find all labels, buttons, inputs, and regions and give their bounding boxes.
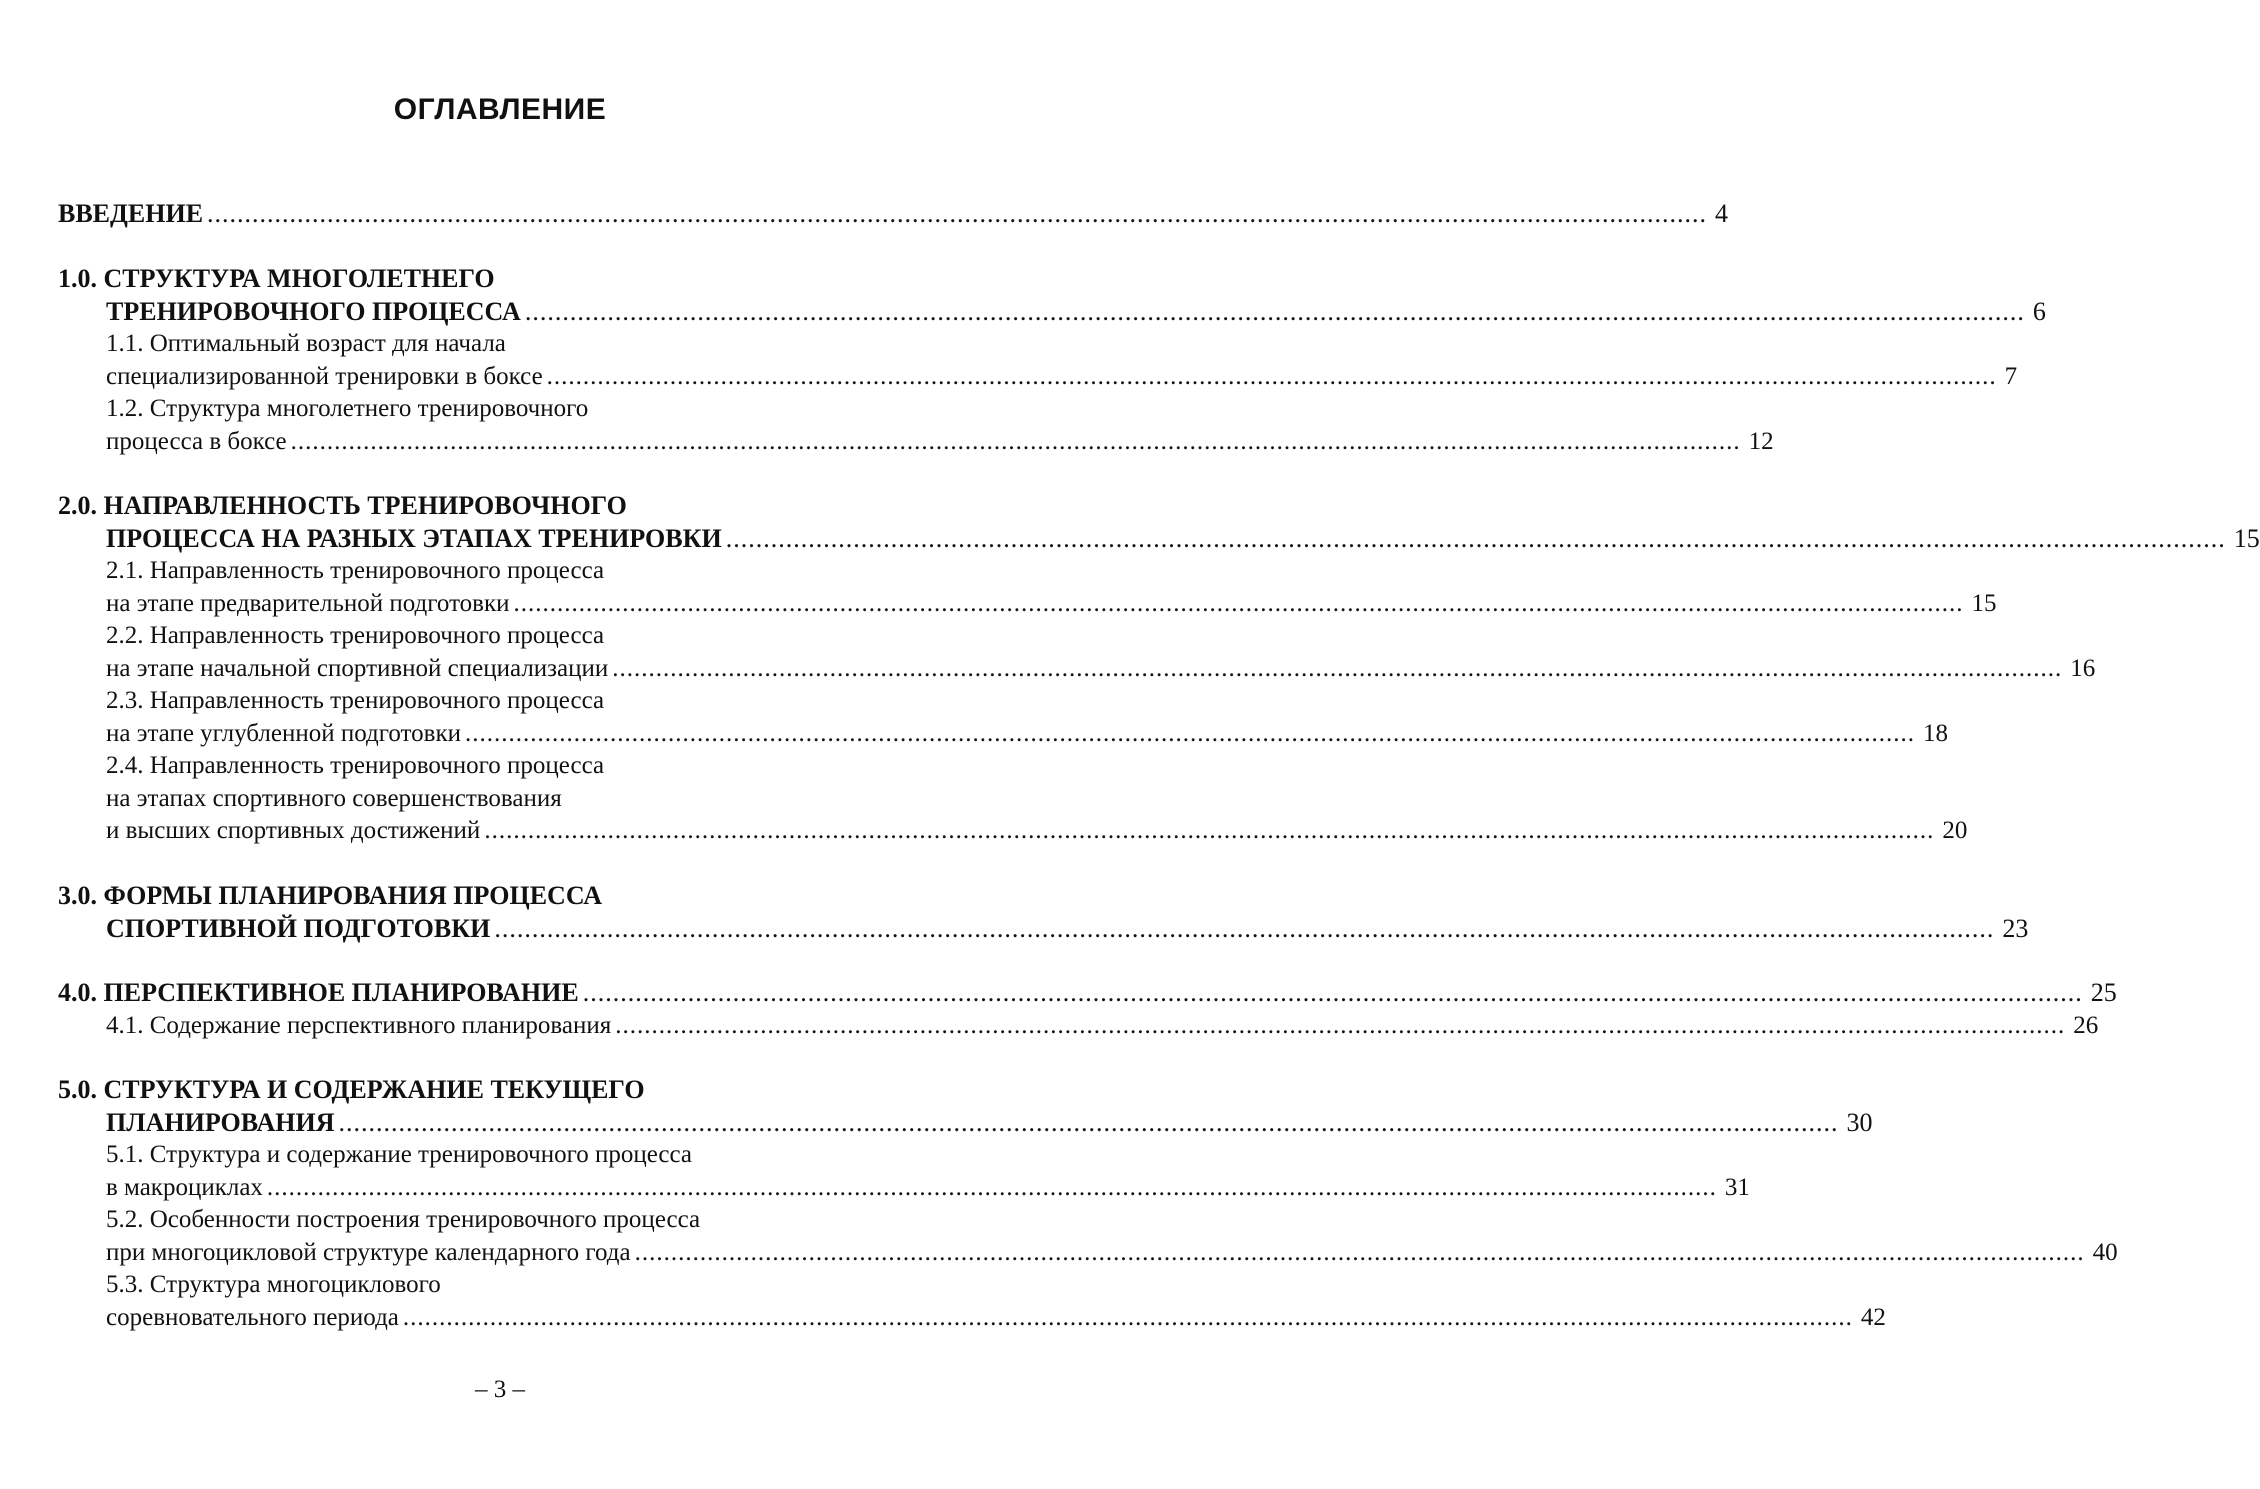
toc-entry-line bbox=[106, 361, 2018, 393]
toc-entry-title: и высших спортивных достижений bbox=[106, 817, 481, 844]
toc-page-number: 42 bbox=[1860, 1303, 1886, 1331]
toc-entry-line bbox=[106, 426, 1774, 458]
toc-page-number: 6 bbox=[2032, 296, 2046, 326]
toc-entry-title: 1.0. СТРУКТУРА МНОГОЛЕТНЕГО bbox=[58, 264, 495, 293]
toc-entry-line bbox=[58, 198, 1729, 230]
toc-entry-line bbox=[58, 977, 2117, 1009]
toc-entry-line bbox=[106, 653, 2096, 685]
toc-entry-title: 2.1. Направленность тренировочного процесса bbox=[106, 557, 605, 584]
toc-page-number: 26 bbox=[2073, 1012, 2099, 1039]
toc-entry-title: 1.1. Оптимальный возраст для начала bbox=[106, 330, 506, 357]
toc-entry-line bbox=[106, 1237, 2118, 1269]
toc-entry-title: 2.3. Направленность тренировочного процесса bbox=[106, 687, 605, 714]
toc-entry-line bbox=[106, 1010, 2099, 1042]
toc-entry-line bbox=[106, 393, 588, 425]
dot-leader: ........................................................................................................................................................................................................ bbox=[546, 362, 1997, 390]
toc-entry-title: в макроциклах bbox=[106, 1173, 263, 1201]
dot-leader: ........................................................................................................................................................................................................ bbox=[290, 427, 1741, 455]
toc-entry-title: 1.2. Структура многолетнего тренировочного bbox=[106, 395, 589, 422]
toc-entry-title: ПЛАНИРОВАНИЯ bbox=[106, 1107, 335, 1137]
toc-entry-line bbox=[106, 523, 2260, 555]
toc-entry-line bbox=[106, 1107, 1873, 1139]
dot-leader: ........................................................................................................................................................................................................ bbox=[266, 1173, 1717, 1201]
toc-entry-line bbox=[58, 880, 602, 912]
toc-entry-line bbox=[106, 1269, 441, 1301]
toc-entry-title: 2.2. Направленность тренировочного процесса bbox=[106, 622, 605, 649]
toc-page-number: 23 bbox=[2002, 913, 2029, 943]
toc-entry-title: 2.4. Направленность тренировочного процесса bbox=[106, 752, 605, 779]
toc-entry-title: 5.2. Особенности построения тренировочного процесса bbox=[106, 1206, 701, 1233]
toc-entry-line bbox=[58, 490, 627, 522]
toc-page-number: 31 bbox=[1724, 1173, 1750, 1201]
toc-page-number: 30 bbox=[1846, 1107, 1873, 1137]
dot-leader: ........................................................................................................................................................................................................ bbox=[582, 978, 2083, 1007]
toc-entry-title: на этапе предварительной подготовки bbox=[106, 589, 510, 617]
dot-leader: ........................................................................................................................................................................................................ bbox=[484, 817, 1935, 844]
toc-page-number: 18 bbox=[1922, 719, 1948, 747]
page-number: – 3 – bbox=[475, 1376, 525, 1403]
toc-entry-title: на этапе начальной спортивной специализации bbox=[106, 654, 609, 682]
dot-leader: ........................................................................................................................................................................................................ bbox=[725, 523, 2226, 553]
toc-entry-line bbox=[106, 1204, 700, 1236]
toc-entry-title: 5.0. СТРУКТУРА И СОДЕРЖАНИЕ ТЕКУЩЕГО bbox=[58, 1075, 645, 1104]
toc-page-number: 15 bbox=[1971, 589, 1997, 617]
toc-entry-line bbox=[106, 1172, 1750, 1204]
toc-entry-line bbox=[106, 685, 604, 717]
toc-entry-title: ВВЕДЕНИЕ bbox=[58, 199, 204, 228]
toc-entry-title: соревновательного периода bbox=[106, 1303, 399, 1331]
page-title: ОГЛАВЛЕНИЕ bbox=[393, 93, 607, 126]
toc-entry-line bbox=[106, 588, 1997, 620]
toc-entry-title: 3.0. ФОРМЫ ПЛАНИРОВАНИЯ ПРОЦЕССА bbox=[58, 881, 603, 910]
dot-leader: ........................................................................................................................................................................................................ bbox=[464, 719, 1915, 747]
toc-entry-title: специализированной тренировки в боксе bbox=[106, 362, 543, 390]
toc-entry-title: на этапе углубленной подготовки bbox=[106, 719, 461, 747]
toc-entry-line bbox=[106, 620, 604, 652]
toc-page-number: 15 bbox=[2233, 523, 2260, 553]
toc-page-number: 4 bbox=[1715, 199, 1729, 228]
toc-page-number: 20 bbox=[1942, 817, 1968, 844]
toc-entry-title: процесса в боксе bbox=[106, 427, 287, 455]
dot-leader: ........................................................................................................................................................................................................ bbox=[634, 1238, 2085, 1266]
toc-entry-line bbox=[106, 296, 2046, 328]
dot-leader: ........................................................................................................................................................................................................ bbox=[207, 199, 1708, 228]
toc-entry-line bbox=[106, 783, 562, 815]
toc-entry-line bbox=[106, 815, 1968, 847]
toc-entry-line bbox=[106, 1302, 1886, 1334]
toc-page-number: 25 bbox=[2090, 978, 2117, 1007]
toc-entry-title: ПРОЦЕССА НА РАЗНЫХ ЭТАПАХ ТРЕНИРОВКИ bbox=[106, 523, 722, 553]
toc-entry-title: 4.1. Содержание перспективного планирования bbox=[106, 1012, 612, 1039]
dot-leader: ........................................................................................................................................................................................................ bbox=[338, 1107, 1839, 1137]
toc-page-number: 16 bbox=[2070, 654, 2096, 682]
dot-leader: ........................................................................................................................................................................................................ bbox=[524, 296, 2025, 326]
toc-entry-title: 5.3. Структура многоциклового bbox=[106, 1271, 441, 1298]
dot-leader: ........................................................................................................................................................................................................ bbox=[402, 1303, 1853, 1331]
toc-entry-line bbox=[106, 718, 1948, 750]
dot-leader: ........................................................................................................................................................................................................ bbox=[612, 654, 2063, 682]
toc-entry-title: 2.0. НАПРАВЛЕННОСТЬ ТРЕНИРОВОЧНОГО bbox=[58, 491, 627, 520]
toc-entry-line bbox=[58, 263, 495, 295]
toc-entry-line bbox=[58, 1074, 645, 1106]
toc-page-number: 12 bbox=[1748, 427, 1774, 455]
toc-entry-title: при многоцикловой структуре календарного года bbox=[106, 1238, 631, 1266]
toc-page-number: 40 bbox=[2092, 1238, 2118, 1266]
toc-entry-title: на этапах спортивного совершенствования bbox=[106, 784, 562, 812]
toc-entry-line bbox=[106, 750, 604, 782]
toc-entry-line bbox=[106, 913, 2029, 945]
dot-leader: ........................................................................................................................................................................................................ bbox=[494, 913, 1995, 943]
toc-entry-title: 4.0. ПЕРСПЕКТИВНОЕ ПЛАНИРОВАНИЕ bbox=[58, 978, 579, 1007]
toc-entry-title: 5.1. Структура и содержание тренировочного процесса bbox=[106, 1141, 693, 1168]
toc-entry-title: СПОРТИВНОЙ ПОДГОТОВКИ bbox=[106, 913, 491, 943]
dot-leader: ........................................................................................................................................................................................................ bbox=[615, 1012, 2066, 1039]
toc-entry-line bbox=[106, 1139, 692, 1171]
toc-entry-title: ТРЕНИРОВОЧНОГО ПРОЦЕССА bbox=[106, 296, 521, 326]
toc-page-number: 7 bbox=[2004, 362, 2018, 390]
dot-leader: ........................................................................................................................................................................................................ bbox=[513, 589, 1964, 617]
toc-entry-line bbox=[106, 555, 604, 587]
toc-entry-line bbox=[106, 328, 506, 360]
